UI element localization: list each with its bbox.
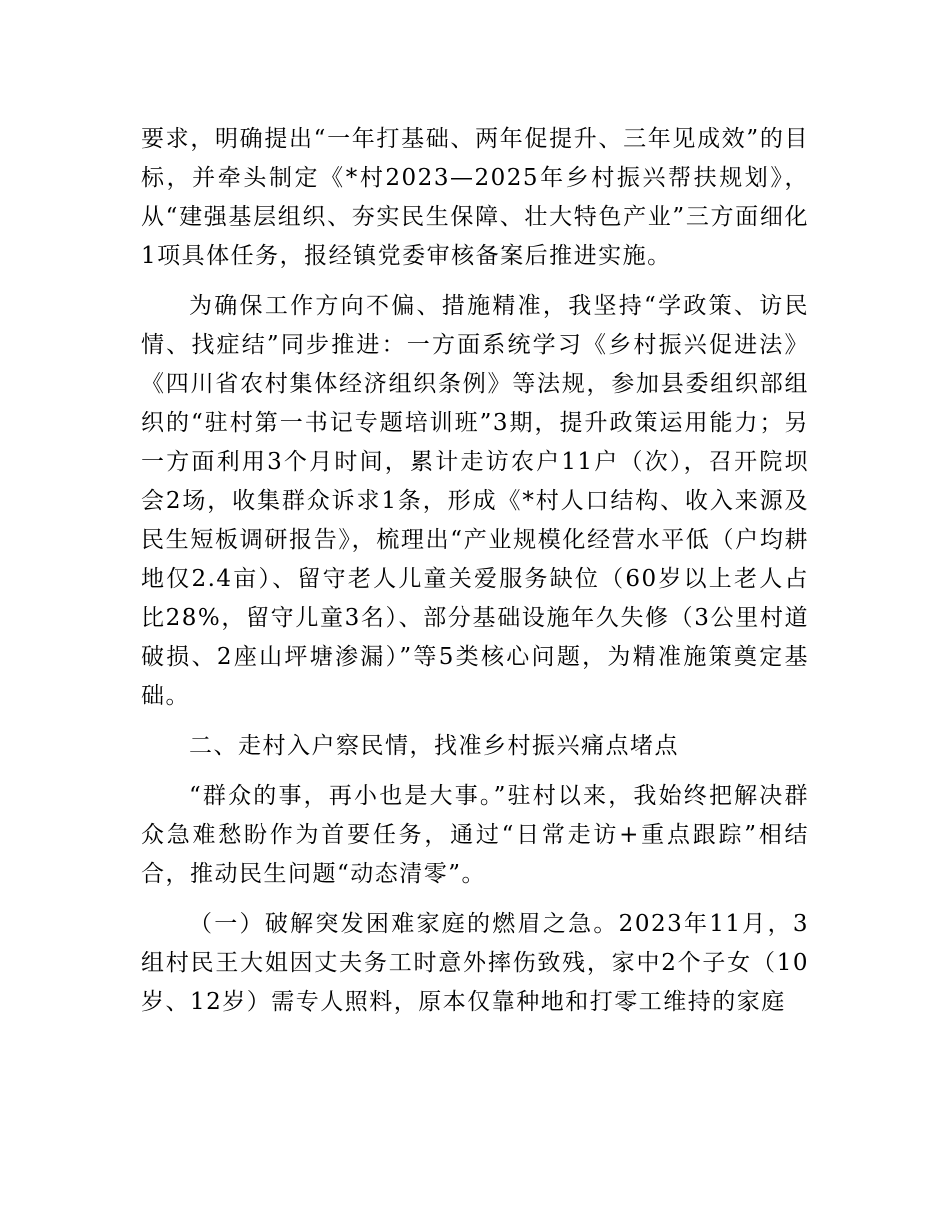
paragraph-subsection-1: （一）破解突发困难家庭的燃眉之急。2023年11月，3组村民王大姐因丈夫务工时意外摔伤致残，家中2个子女（10岁、12岁）需专人照料，原本仅靠种地和打零工维持的家庭 bbox=[141, 911, 809, 1015]
section-heading-2: 二、走村入户察民情，找准乡村振兴痛点堵点 bbox=[189, 733, 679, 759]
document-body bbox=[141, 120, 809, 1033]
paragraph-planning: 要求，明确提出“一年打基础、两年促提升、三年见成效”的目标，并牵头制定《*村2023—2025年乡村振兴帮扶规划》，从“建强基层组织、夯实民生保障、壮大特色产业”三方面细化1项具体任务，报经镇党委审核备案后推进实施。 bbox=[141, 126, 809, 269]
paragraph-research: 为确保工作方向不偏、措施精准，我坚持“学政策、访民情、找症结”同步推进：一方面系统学习《乡村振兴促进法》《四川省农村集体经济组织条例》等法规，参加县委组织部组织的“驻村第一书记专题培训班”3期，提升政策运用能力；另一方面利用3个月时间，累计走访农户11户（次），召开院坝会2场，收集群众诉求1条，形成《*村人口结构、收入来源及民生短板调研报告》，梳理出“产业规模化经营水平低（户均耕地仅2.4亩）、留守老人儿童关爱服务缺位（60岁以上老人占比28%，留守儿童3名）、部分基础设施年久失修（3公里村道破损、2座山坪塘渗漏）”等5类核心问题，为精准施策奠定基础。 bbox=[141, 293, 809, 709]
paragraph-intro-section-2: “群众的事，再小也是大事。”驻村以来，我始终把解决群众急难愁盼作为首要任务，通过“日常走访+重点跟踪”相结合，推动民生问题“动态清零”。 bbox=[141, 783, 809, 887]
